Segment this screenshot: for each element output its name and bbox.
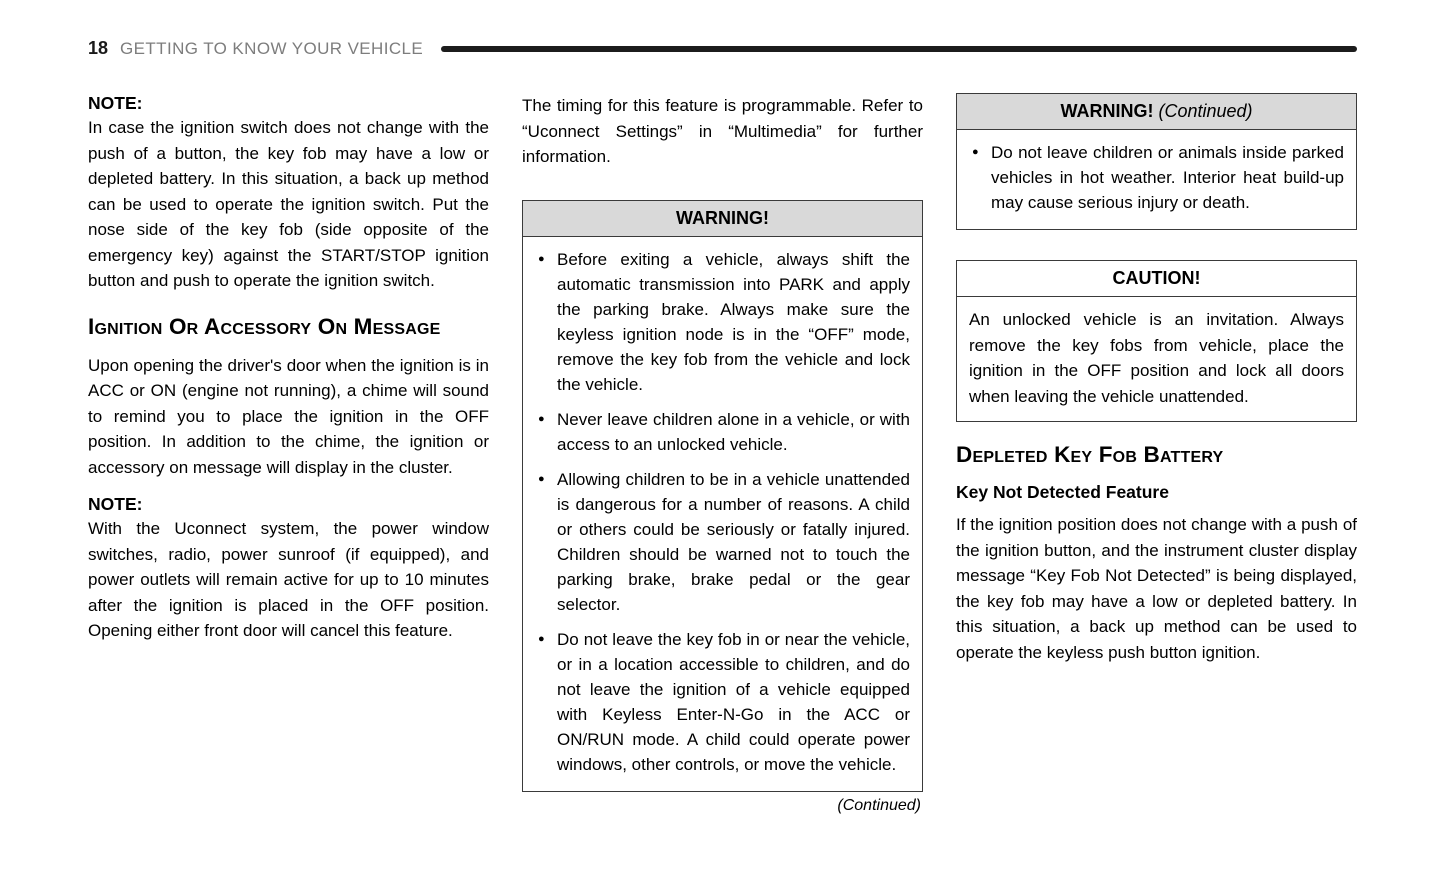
column-1: [88, 93, 489, 815]
paragraph-key-not-detected: If the ignition position does not change with a push of the ignition button, and the instrument cluster display message “Key Fob Not Detected” is being displayed, the key fob may have a low or depleted battery. In this situation, a back up method can be used to operate the keyless push button ignition.: [956, 515, 1357, 662]
warning-continued-bullet-list: [969, 140, 1344, 215]
paragraph-timing-programmable: The timing for this feature is programmable. Refer to “Uconnect Settings” in “Multimedia” for further information.: [522, 96, 923, 166]
paragraph-accessory-on-message: Upon opening the driver's door when the ignition is in ACC or ON (engine not running), a chime will sound to remind you to place the ignition in the OFF position. In addition to the chime, the ignition or accessory on message will display in the cluster.: [88, 355, 489, 477]
warning-box: [522, 200, 923, 792]
warning-title-text: WARNING!: [1060, 101, 1154, 121]
column-3: [956, 93, 1357, 815]
continued-note: (Continued): [837, 796, 921, 814]
warning-bullet-list: [535, 247, 910, 777]
warning-continued-box: [956, 93, 1357, 230]
warning-continued-box-body: [957, 130, 1356, 229]
header-rule: [441, 46, 1357, 52]
caution-box-title: [957, 261, 1356, 297]
warning-title-text: WARNING!: [676, 207, 769, 228]
caution-title-text: CAUTION!: [1112, 268, 1201, 288]
column-2: [522, 93, 923, 815]
caution-box: [956, 260, 1357, 422]
page-number: 18: [88, 38, 109, 58]
subheading-key-not-detected-feature: Key Not Detected Feature: [956, 482, 1169, 502]
heading-ignition-or-accessory-on-message: Ignition Or Accessory On Message: [88, 313, 441, 339]
warning-box-title: [523, 201, 922, 237]
warning-box-body: [523, 237, 922, 791]
heading-depleted-key-fob-battery: Depleted Key Fob Battery: [956, 442, 1224, 467]
section-title: GETTING TO KNOW YOUR VEHICLE: [120, 38, 424, 58]
note-text-ignition-switch: In case the ignition switch does not change with the push of a button, the key fob may have a low or depleted battery. In this situation, a back up method can be used to operate the ignition switch. Put the nose side of the key fob (side opposite of the emergency key) against the START/STOP ignition button and push to operate the ignition switch.: [88, 118, 489, 290]
note-text-uconnect-power: With the Uconnect system, the power window switches, radio, power sunroof (if equipped), and power outlets will remain active for up to 10 minutes after the ignition is placed in the OFF position. Opening either front door will cancel this feature.: [88, 519, 489, 640]
warning-bullet-item: ● Do not leave children or animals inside parked vehicles in hot weather. Interior heat build-up may cause serious injury or death.: [969, 140, 1344, 215]
warning-bullet-item: ● Never leave children alone in a vehicle, or with access to an unlocked vehicle.: [535, 407, 910, 457]
warning-title-continued-suffix: (Continued): [1153, 101, 1253, 121]
warning-bullet-item: ● Before exiting a vehicle, always shift the automatic transmission into PARK and apply the parking brake. Always make sure the keyless ignition node is in the “OFF” mode, remove the key fob from the vehicle and lock the vehicle.: [535, 247, 910, 397]
caution-text: An unlocked vehicle is an invitation. Always remove the key fobs from vehicle, place the ignition in the OFF position and lock all doors when leaving the vehicle unattended.: [969, 310, 1344, 406]
warning-bullet-item: ● Do not leave the key fob in or near the vehicle, or in a location accessible to children, and do not leave the ignition of a vehicle equipped with Keyless Enter-N-Go in the ACC or ON/RUN mode. A child could operate power windows, other controls, or move the vehicle.: [535, 627, 910, 777]
note-label: NOTE:: [88, 93, 143, 113]
warning-continued-box-title: [957, 94, 1356, 130]
page-columns: [88, 93, 1357, 815]
caution-box-body: [957, 297, 1356, 421]
warning-bullet-item: ● Allowing children to be in a vehicle unattended is dangerous for a number of reasons. A child or others could be seriously or fatally injured. Children should be warned not to touch the parking brake, brake pedal or the gear selector.: [535, 467, 910, 617]
note-label: NOTE:: [88, 494, 143, 514]
page-header: [88, 38, 1357, 59]
